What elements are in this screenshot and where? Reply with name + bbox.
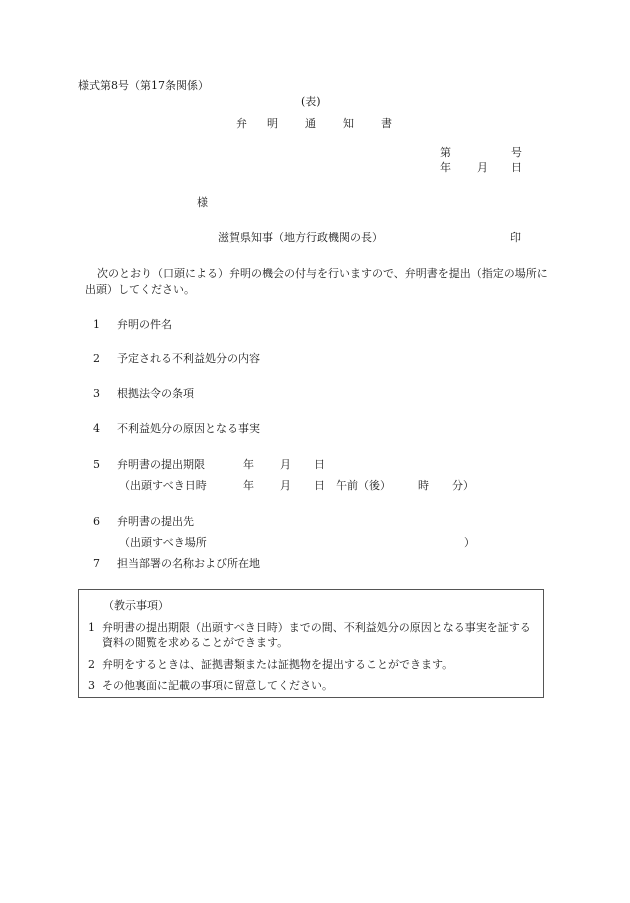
item-number: 7 xyxy=(93,557,100,570)
notice-item-number: 3 xyxy=(88,679,95,692)
notice-box xyxy=(78,589,544,698)
date-day: 日 xyxy=(511,161,522,174)
item-label: 不利益処分の原因となる事実 xyxy=(117,422,260,435)
title-char: 弁 xyxy=(236,117,247,130)
list-item xyxy=(93,557,260,570)
appear-hour: 時 xyxy=(418,479,429,492)
notice-item-text: 弁明書の提出期限（出頭すべき日時）までの間、不利益処分の原因となる事実を証する資料の閲覧を求めることができます。 xyxy=(102,621,531,649)
list-item xyxy=(93,515,194,528)
item-number: 5 xyxy=(93,458,100,471)
item-label: 担当部署の名称および所在地 xyxy=(117,557,260,570)
seal-mark: 印 xyxy=(510,231,521,244)
document-title xyxy=(236,117,392,130)
list-item xyxy=(93,352,260,365)
item-label: 弁明の件名 xyxy=(117,318,172,331)
appear-day: 日 xyxy=(314,479,325,492)
appear-month: 月 xyxy=(280,479,291,492)
deadline-month: 月 xyxy=(280,458,291,471)
notice-item-number: 1 xyxy=(88,621,95,634)
notice-item-text: その他裏面に記載の事項に留意してください。 xyxy=(102,679,333,692)
title-char: 明 xyxy=(267,117,278,130)
item-label: 弁明書の提出期限 xyxy=(117,458,205,471)
deadline-year: 年 xyxy=(243,458,254,471)
item-label: 弁明書の提出先 xyxy=(117,515,194,528)
list-item xyxy=(93,387,194,400)
appear-minute: 分） xyxy=(452,479,474,492)
item-label: 予定される不利益処分の内容 xyxy=(117,352,260,365)
notice-box-title: （教示事項） xyxy=(103,599,169,612)
list-item xyxy=(93,422,260,435)
appear-ampm: 午前（後） xyxy=(336,479,391,492)
item-number: 6 xyxy=(93,515,100,528)
list-item xyxy=(93,458,205,471)
appear-year: 年 xyxy=(243,479,254,492)
appear-place-label: （出頭すべき場所 xyxy=(119,536,207,549)
item-number: 3 xyxy=(93,387,100,400)
notice-item-text: 弁明をするときは、証拠書類または証拠物を提出することができます。 xyxy=(102,658,454,671)
notice-item xyxy=(88,678,538,693)
deadline-day: 日 xyxy=(314,458,325,471)
notice-item xyxy=(88,620,538,650)
sender-name: 滋賀県知事（地方行政機関の長） xyxy=(218,231,383,244)
title-char: 知 xyxy=(343,117,354,130)
item-number: 1 xyxy=(93,318,100,331)
list-item xyxy=(93,318,172,331)
item-label: 根拠法令の条項 xyxy=(117,387,194,400)
form-number: 様式第8号（第17条関係） xyxy=(78,79,209,92)
item-number: 2 xyxy=(93,352,100,365)
date-month: 月 xyxy=(477,161,488,174)
reference-number-prefix: 第 xyxy=(440,146,451,159)
front-side-note: (表) xyxy=(301,95,321,108)
title-char: 書 xyxy=(381,117,392,130)
intro-paragraph: 次のとおり（口頭による）弁明の機会の付与を行いますので、弁明書を提出（指定の場所に出頭）してください。 xyxy=(85,267,548,296)
notice-item-number: 2 xyxy=(88,658,95,671)
appear-place-close: ） xyxy=(464,536,475,549)
date-year: 年 xyxy=(440,161,451,174)
notice-item xyxy=(88,657,538,672)
reference-number-suffix: 号 xyxy=(511,146,522,159)
appear-datetime-label: （出頭すべき日時 xyxy=(119,479,207,492)
addressee-honorific: 様 xyxy=(197,196,208,209)
item-number: 4 xyxy=(93,422,100,435)
title-char: 通 xyxy=(305,117,316,130)
